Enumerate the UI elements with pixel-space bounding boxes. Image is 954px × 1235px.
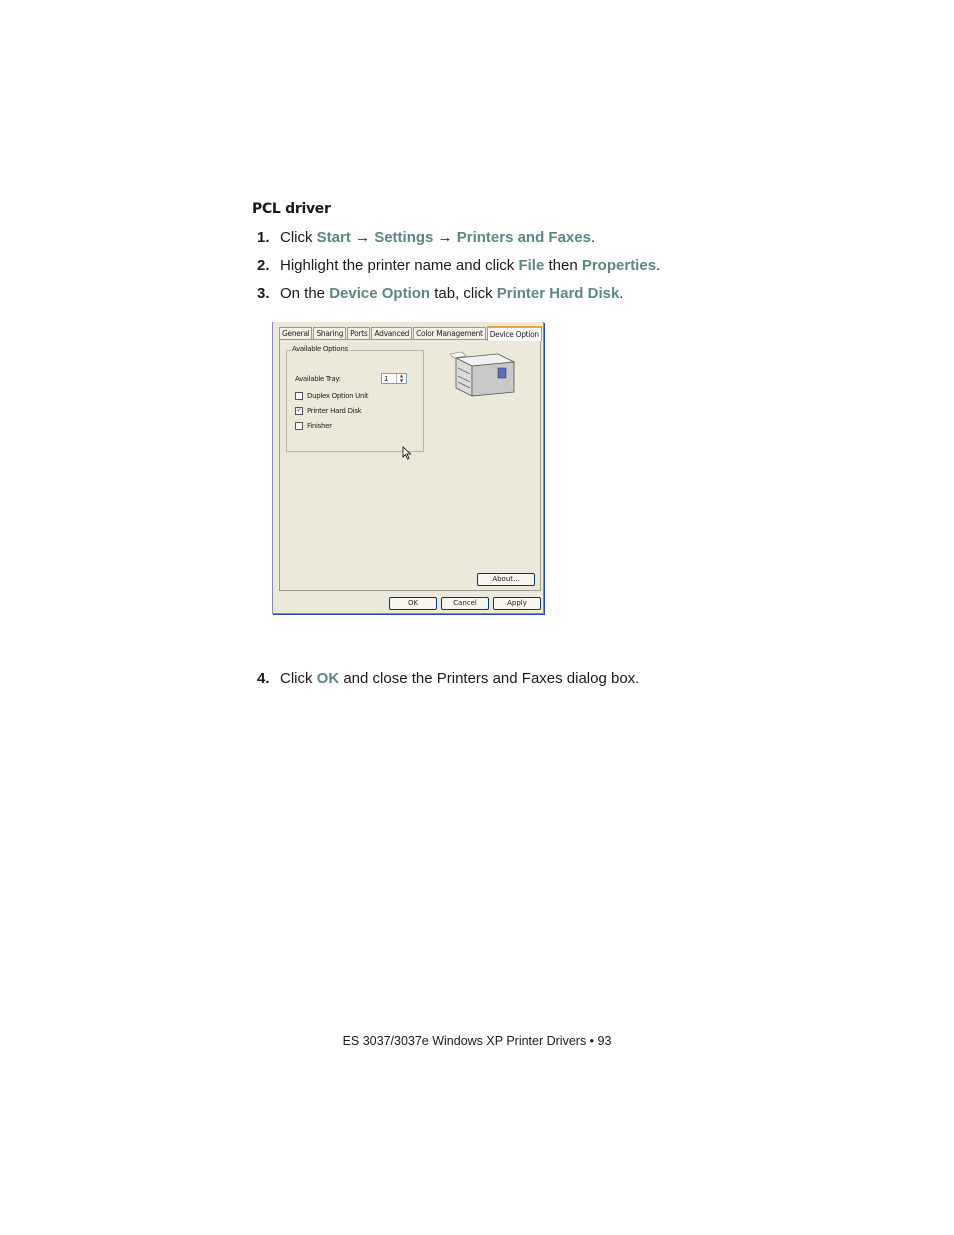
tray-value: 1 bbox=[384, 375, 389, 383]
tab-sharing[interactable]: Sharing bbox=[313, 327, 346, 340]
section-heading: PCL driver bbox=[252, 201, 331, 217]
step-text: Click bbox=[280, 670, 317, 687]
option-label: Duplex Option Unit bbox=[307, 392, 369, 400]
keyword-printer-hard-disk: Printer Hard Disk bbox=[496, 285, 620, 302]
available-options-group bbox=[286, 345, 424, 452]
device-option-panel bbox=[279, 339, 541, 591]
tab-advanced[interactable]: Advanced bbox=[371, 327, 412, 340]
step-text: then bbox=[544, 257, 582, 274]
printer-icon bbox=[448, 350, 520, 400]
step-number: 4. bbox=[257, 670, 270, 687]
keyword-device-option: Device Option bbox=[329, 285, 431, 302]
keyword-ok: OK bbox=[316, 670, 340, 687]
step-text: Click bbox=[280, 229, 317, 246]
available-tray-label: Available Tray: bbox=[295, 375, 341, 383]
ok-button[interactable]: OK bbox=[389, 597, 437, 610]
checkbox-checked[interactable]: ✓ bbox=[296, 407, 302, 414]
checkbox-unchecked[interactable] bbox=[295, 422, 303, 430]
cancel-button[interactable]: Cancel bbox=[441, 597, 489, 610]
tab-device-option[interactable]: Device Option bbox=[487, 326, 542, 341]
keyword-settings: Settings bbox=[374, 229, 434, 246]
group-title: Available Options bbox=[292, 345, 348, 353]
available-tray-spinner[interactable] bbox=[381, 373, 407, 384]
option-label: Printer Hard Disk bbox=[307, 407, 362, 415]
keyword-file: File bbox=[518, 257, 545, 274]
step-text: On the bbox=[280, 285, 330, 302]
arrow: → bbox=[350, 229, 375, 246]
mouse-cursor-icon bbox=[402, 446, 412, 460]
page-footer: ES 3037/3037e Windows XP Printer Drivers • 93 bbox=[342, 1034, 612, 1048]
keyword-start: Start bbox=[316, 229, 351, 246]
spinner-arrows-icon[interactable]: ▲ ▼ bbox=[396, 374, 406, 383]
step-text: . bbox=[590, 229, 596, 246]
tab-color-management[interactable]: Color Management bbox=[413, 327, 486, 340]
tab-ports[interactable]: Ports bbox=[347, 327, 370, 340]
printer-properties-dialog bbox=[272, 322, 544, 614]
step-3 bbox=[257, 285, 623, 302]
keyword-properties: Properties bbox=[581, 257, 657, 274]
step-text: . bbox=[619, 285, 624, 302]
step-1 bbox=[257, 229, 595, 246]
keyword-printers-and-faxes: Printers and Faxes bbox=[456, 229, 591, 246]
option-finisher[interactable] bbox=[295, 422, 332, 430]
step-text: . bbox=[656, 257, 661, 274]
step-4 bbox=[257, 670, 639, 687]
step-number: 2. bbox=[257, 257, 270, 274]
arrow: → bbox=[433, 229, 457, 246]
option-duplex-option-unit[interactable] bbox=[295, 392, 368, 400]
option-label: Finisher bbox=[307, 422, 332, 430]
tab-strip bbox=[279, 326, 543, 340]
step-text: tab, click bbox=[430, 285, 497, 302]
tab-general[interactable]: General bbox=[279, 327, 312, 340]
checkbox-unchecked[interactable] bbox=[295, 392, 303, 400]
step-text: and close the Printers and Faxes dialog box. bbox=[339, 670, 640, 687]
step-text: Highlight the printer name and click bbox=[280, 257, 519, 274]
step-number: 3. bbox=[257, 285, 270, 302]
step-2 bbox=[257, 257, 660, 274]
apply-button[interactable]: Apply bbox=[493, 597, 541, 610]
step-number: 1. bbox=[257, 229, 270, 246]
about-button[interactable]: About... bbox=[477, 573, 535, 586]
option-printer-hard-disk[interactable] bbox=[295, 407, 361, 415]
